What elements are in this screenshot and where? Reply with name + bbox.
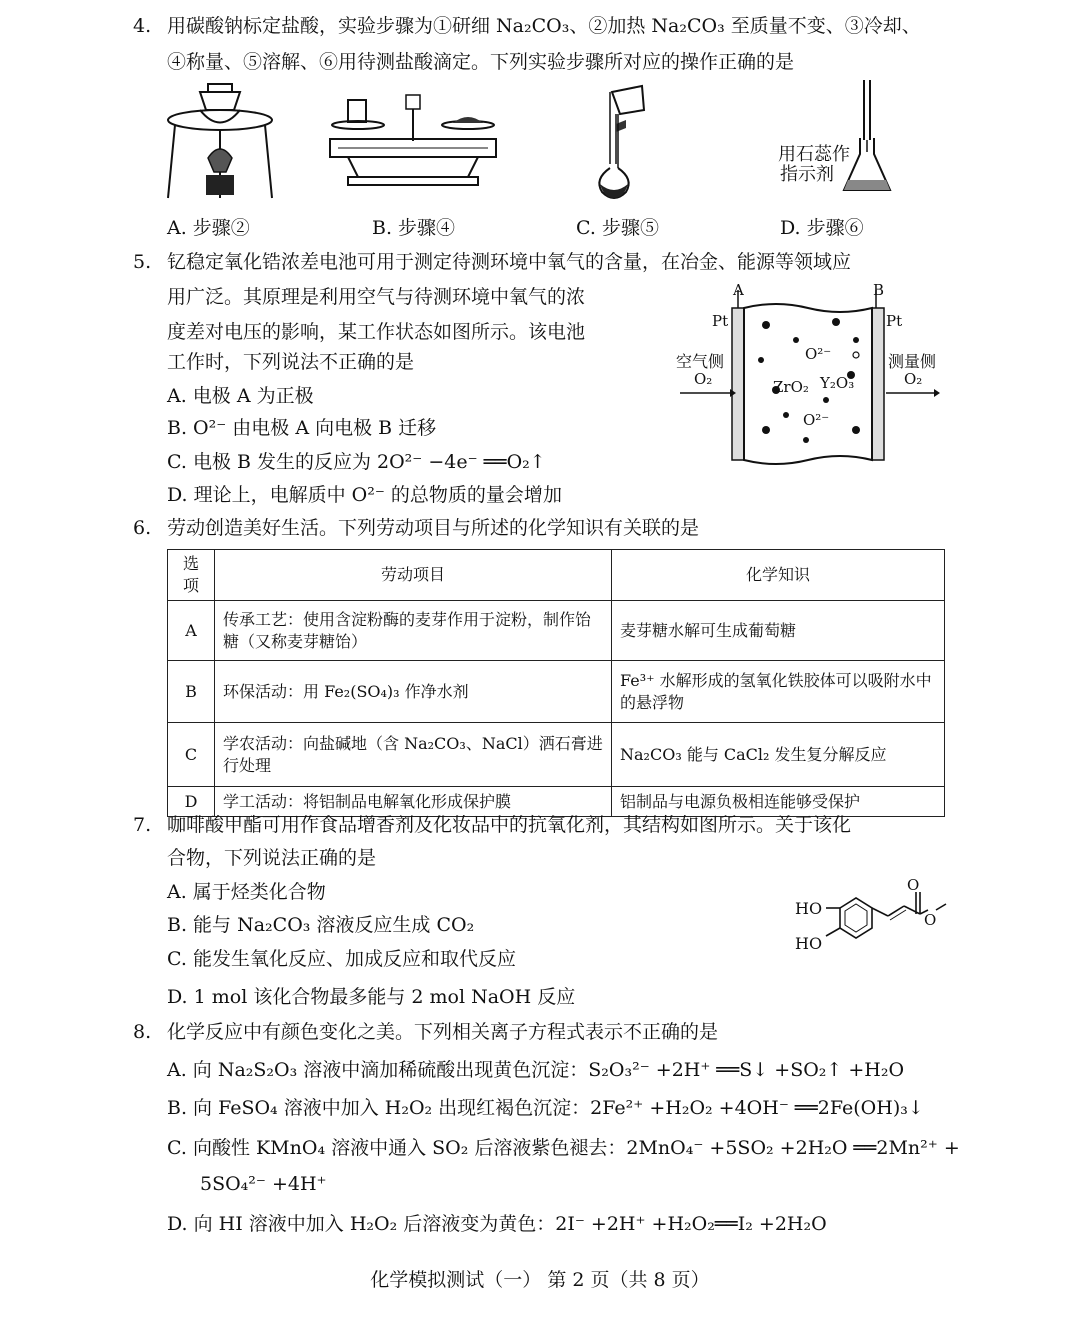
header-option: 选项: [168, 550, 215, 601]
option-d: D. 理论上，电解质中 O²⁻ 的总物质的量会增加: [167, 484, 562, 506]
question-text: 钇稳定氧化锆浓差电池可用于测定待测环境中氧气的含量，在冶金、能源等领域应: [167, 251, 852, 273]
question-number: 4.: [133, 15, 152, 37]
row-knowledge: Na₂CO₃ 能与 CaCl₂ 发生复分解反应: [612, 723, 945, 787]
row-option: C: [168, 723, 215, 787]
question-text: 工作时，下列说法不正确的是: [167, 351, 415, 373]
question-text: 用碳酸钠标定盐酸，实验步骤为①研细 Na₂CO₃、②加热 Na₂CO₃ 至质量不变、③冷却、: [167, 15, 921, 37]
row-knowledge: 麦芽糖水解可生成葡萄糖: [612, 601, 945, 661]
pt-right-label: Pt: [886, 312, 903, 330]
volumetric-flask-figure: [592, 84, 662, 204]
option-d: D. 向 HI 溶液中加入 H₂O₂ 后溶液变为黄色：2I⁻ +2H⁺ +H₂O₂══I₂ +2H₂O: [167, 1213, 827, 1235]
o2-right-label: O₂: [904, 370, 923, 388]
question-text: 咖啡酸甲酯可用作食品增香剂及化妆品中的抗氧化剂，其结构如图所示。关于该化: [167, 814, 852, 836]
option-c: C. 步骤⑤: [576, 217, 659, 239]
row-labor: 传承工艺：使用含淀粉酶的麦芽作用于淀粉，制作饴糖（又称麦芽糖饴）: [215, 601, 612, 661]
page-footer: 化学模拟测试（一） 第 2 页（共 8 页）: [370, 1269, 710, 1291]
hydroxyl-label: HO: [795, 899, 823, 918]
option-a: A. 属于烃类化合物: [167, 881, 326, 903]
indicator-label: 指示剂: [780, 164, 834, 185]
option-b: B. O²⁻ 由电极 A 向电极 B 迁移: [167, 417, 437, 439]
header-labor: 劳动项目: [215, 550, 612, 601]
hydroxyl-label: HO: [795, 934, 823, 953]
option-b: B. 步骤④: [372, 217, 456, 239]
measure-side-label: 测量侧: [888, 352, 937, 371]
pt-left-label: Pt: [712, 312, 729, 330]
table-row: [168, 723, 945, 787]
oxide-ion-label: O²⁻: [805, 345, 832, 363]
row-labor: 环保活动：用 Fe₂(SO₄)₃ 作净水剂: [215, 661, 612, 723]
question-text: 合物，下列说法正确的是: [167, 847, 377, 869]
carbonyl-oxygen-label: O: [907, 876, 920, 894]
table-row: [168, 601, 945, 661]
option-a: A. 电极 A 为正极: [167, 385, 314, 407]
table-row: [168, 661, 945, 723]
question-text: 劳动创造美好生活。下列劳动项目与所述的化学知识有关联的是: [167, 517, 700, 539]
option-c: C. 向酸性 KMnO₄ 溶液中通入 SO₂ 后溶液紫色褪去：2MnO₄⁻ +5SO₂ +2H₂O ══2Mn²⁺ +: [167, 1137, 960, 1159]
question-number: 6.: [133, 517, 152, 539]
electrode-a-label: A: [733, 281, 744, 299]
row-labor: 学工活动：将铝制品电解氧化形成保护膜: [215, 787, 612, 817]
row-knowledge: Fe³⁺ 水解形成的氢氧化铁胶体可以吸附水中的悬浮物: [612, 661, 945, 723]
table-row: [168, 787, 945, 817]
row-knowledge: 铝制品与电源负极相连能够受保护: [612, 787, 945, 817]
question-text: 用广泛。其原理是利用空气与待测环境中氧气的浓: [167, 286, 586, 308]
option-c: C. 能发生氧化反应、加成反应和取代反应: [167, 948, 516, 970]
option-c-continued: 5SO₄²⁻ +4H⁺: [200, 1173, 327, 1195]
option-a: A. 向 Na₂S₂O₃ 溶液中滴加稀硫酸出现黄色沉淀：S₂O₃²⁻ +2H⁺ ══S↓ +SO₂↑ +H₂O: [167, 1059, 905, 1081]
oxide-ion-label: O²⁻: [803, 411, 830, 429]
option-d: D. 步骤⑥: [780, 217, 864, 239]
question-text: 度差对电压的影响，某工作状态如图所示。该电池: [167, 321, 586, 343]
o2-left-label: O₂: [694, 370, 713, 388]
row-option: A: [168, 601, 215, 661]
labor-knowledge-table: [167, 549, 945, 817]
air-side-label: 空气侧: [676, 352, 725, 371]
table-header-row: [168, 550, 945, 601]
option-b: B. 能与 Na₂CO₃ 溶液反应生成 CO₂: [167, 914, 475, 936]
row-labor: 学农活动：向盐碱地（含 Na₂CO₃、NaCl）洒石膏进行处理: [215, 723, 612, 787]
question-text: ④称量、⑤溶解、⑥用待测盐酸滴定。下列实验步骤所对应的操作正确的是: [167, 51, 795, 73]
heating-apparatus-figure: [160, 80, 280, 205]
ester-oxygen-label: O: [924, 911, 937, 929]
indicator-label: 用石蕊作: [778, 144, 850, 165]
zro2-label: ZrO₂: [773, 378, 809, 396]
option-a: A. 步骤②: [167, 217, 250, 239]
option-d: D. 1 mol 该化合物最多能与 2 mol NaOH 反应: [167, 986, 576, 1008]
option-c: C. 电极 B 发生的反应为 2O²⁻ −4e⁻ ══O₂↑: [167, 451, 546, 473]
electrode-b-label: B: [873, 281, 885, 299]
balance-scale-figure: [328, 95, 498, 190]
question-number: 7.: [133, 814, 152, 836]
question-number: 8.: [133, 1021, 152, 1043]
row-option: D: [168, 787, 215, 817]
question-number: 5.: [133, 251, 152, 273]
question-text: 化学反应中有颜色变化之美。下列相关离子方程式表示不正确的是: [167, 1021, 719, 1043]
row-option: B: [168, 661, 215, 723]
header-knowledge: 化学知识: [612, 550, 945, 601]
option-b: B. 向 FeSO₄ 溶液中加入 H₂O₂ 出现红褐色沉淀：2Fe²⁺ +H₂O₂ +4OH⁻ ══2Fe(OH)₃↓: [167, 1097, 924, 1119]
y2o3-label: Y₂O₃: [820, 374, 855, 392]
